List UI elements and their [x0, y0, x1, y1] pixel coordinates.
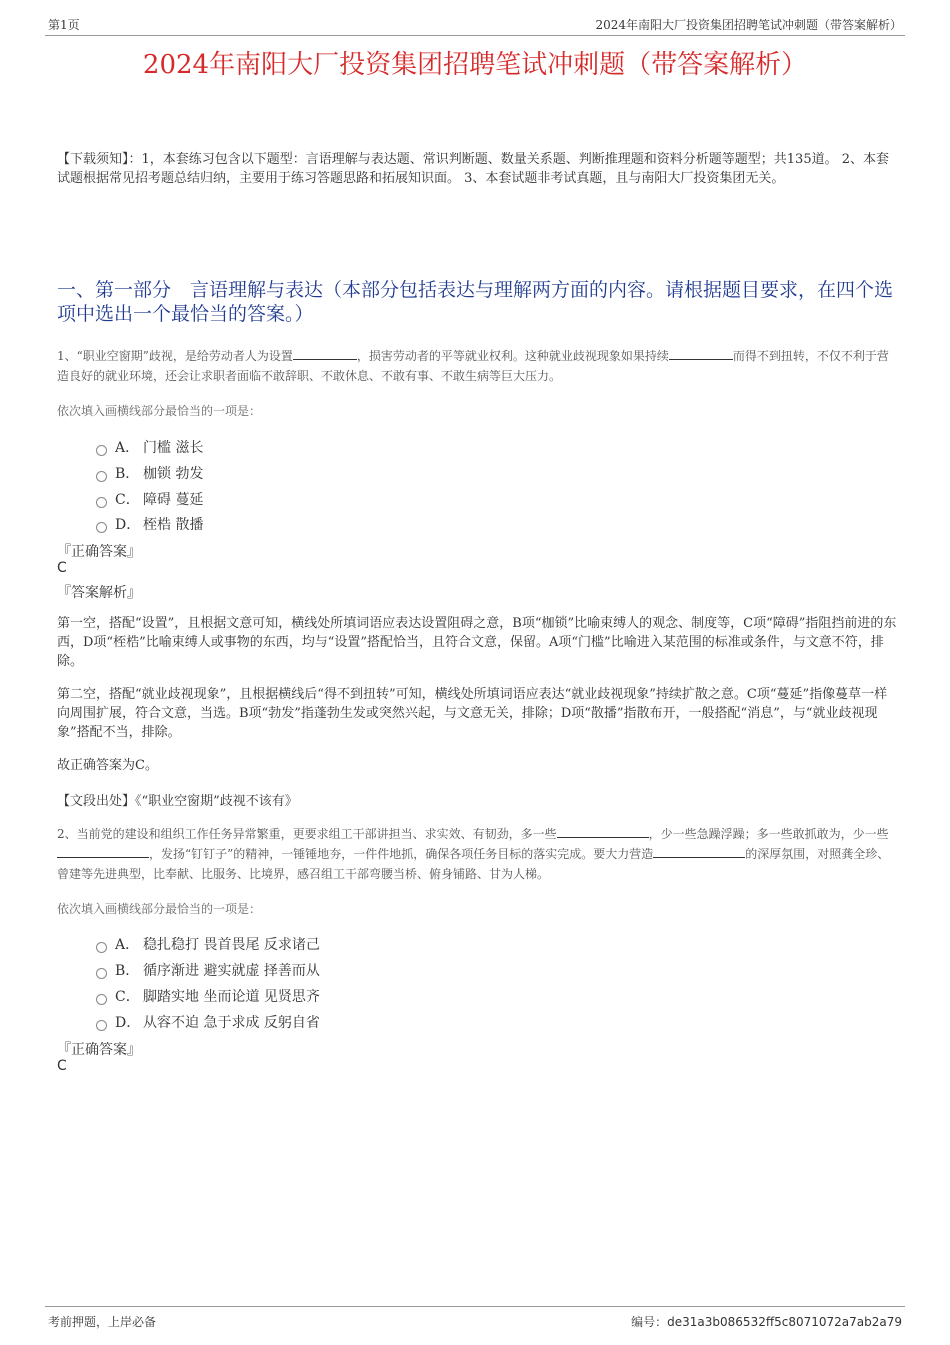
option-letter: A． — [115, 440, 140, 456]
radio-icon[interactable] — [96, 522, 107, 533]
question-2-text-d: 的深厚氛围，对照龚全珍、曾建等先进典型，比奉献、比服务、比境界，感召组工干部弯腰当桥、俯身铺路、甘为人梯。 — [57, 847, 890, 881]
blank-line — [57, 845, 149, 858]
question-1-answer: C — [57, 560, 67, 576]
question-1-answer-label: 『正确答案』 — [57, 544, 141, 560]
option-letter: A． — [115, 937, 140, 953]
option-text: 从容不迫 急于求成 反躬自省 — [143, 1015, 320, 1031]
question-2-option-d[interactable] — [96, 1012, 320, 1032]
question-2-text-c: ，发扬“钉钉子”的精神，一锤锤地夯，一件件地抓，确保各项任务目标的落实完成。要大力营造 — [149, 847, 654, 861]
radio-icon[interactable] — [96, 994, 107, 1005]
question-1-option-a[interactable] — [96, 437, 203, 457]
option-letter: C． — [115, 989, 140, 1005]
page-number: 第1页 — [48, 18, 80, 32]
footer-slogan: 考前押题，上岸必备 — [48, 1315, 157, 1329]
option-text: 门槛 滋长 — [143, 440, 204, 456]
option-text: 枷锁 勃发 — [143, 466, 204, 482]
question-1-text-a: 1、“职业空窗期”歧视，是给劳动者人为设置 — [57, 349, 293, 363]
question-2-prompt: 依次填入画横线部分最恰当的一项是： — [57, 902, 262, 916]
option-text: 脚踏实地 坐而论道 见贤思齐 — [143, 989, 320, 1005]
radio-icon[interactable] — [96, 471, 107, 482]
option-letter: B． — [115, 466, 140, 482]
question-2-answer: C — [57, 1058, 67, 1074]
blank-line — [557, 825, 649, 838]
page-title: 2024年南阳大厂投资集团招聘笔试冲刺题（带答案解析） — [142, 50, 808, 80]
question-2-option-c[interactable] — [96, 986, 320, 1006]
question-1-analysis-1: 第一空，搭配“设置”，且根据文意可知，横线处所填词语应表达设置阻碍之意，B项“枷锁”比喻束缚人的观念、制度等，C项“障碍”指阻挡前进的东西，D项“桎梏”比喻束缚人或事物的东西，均与“设置”搭配恰当，且符合文意，保留。A项“门槛”比喻进入某范围的标准或条件，与文意不符，排除。 — [57, 616, 897, 669]
download-notice: 【下载须知】：1，本套练习包含以下题型：言语理解与表达题、常识判断题、数量关系题、判断推理题和资料分析题等题型；共135道。 2、本套试题根据常见招考题总结归纳，主要用于练习答题思路和拓展知识面。 3、本套试题非考试真题，且与南阳大厂投资集团无关。 — [57, 152, 889, 186]
radio-icon[interactable] — [96, 497, 107, 508]
question-2-stem — [57, 824, 899, 884]
running-title: 2024年南阳大厂投资集团招聘笔试冲刺题（带答案解析） — [595, 18, 902, 32]
option-text: 稳扎稳打 畏首畏尾 反求诸己 — [143, 937, 320, 953]
question-1-source: 【文段出处】《“职业空窗期”歧视不该有》 — [57, 794, 298, 809]
blank-line — [669, 347, 733, 360]
blank-line — [653, 845, 745, 858]
option-text: 循序渐进 避实就虚 择善而从 — [143, 963, 320, 979]
footer-divider — [45, 1306, 905, 1307]
question-1-analysis-2: 第二空，搭配“就业歧视现象”，且根据横线后“得不到扭转”可知，横线处所填词语应表达“就业歧视现象”持续扩散之意。C项“蔓延”指像蔓草一样向周围扩展，符合文意，当选。B项“勃发”指蓬勃生发或突然兴起，与文意无关，排除；D项“散播”指散布开，一般搭配“消息”，与“就业歧视现象”搭配不当，排除。 — [57, 687, 888, 740]
question-2-option-b[interactable] — [96, 960, 320, 980]
question-2-text-b: ，少一些急躁浮躁；多一些敢抓敢为，少一些 — [648, 827, 889, 841]
radio-icon[interactable] — [96, 445, 107, 456]
option-letter: C． — [115, 492, 140, 508]
question-2-text-a: 2、当前党的建设和组织工作任务异常繁重，更要求组工干部讲担当、求实效、有韧劲，多一些 — [57, 827, 557, 841]
question-1-prompt: 依次填入画横线部分最恰当的一项是： — [57, 404, 262, 418]
header-divider — [45, 35, 905, 36]
footer-code-label: 编号： — [631, 1315, 668, 1329]
question-1-text-b: ，损害劳动者的平等就业权利。这种就业歧视现象如果持续 — [356, 349, 669, 363]
option-text: 障碍 蔓延 — [143, 492, 204, 508]
question-1-analysis-3: 故正确答案为C。 — [57, 758, 158, 773]
radio-icon[interactable] — [96, 968, 107, 979]
question-1-text-c: 而得不到扭转，不仅不利于营造良好的就业环境，还会让求职者面临不敢辞职、不敢休息、不敢有事、不敢生病等巨大压力。 — [57, 349, 889, 383]
question-1-option-b[interactable] — [96, 463, 203, 483]
question-1-analysis-label: 『答案解析』 — [57, 585, 141, 601]
radio-icon[interactable] — [96, 1020, 107, 1031]
question-1-stem — [57, 346, 899, 386]
section-heading: 一、第一部分 言语理解与表达（本部分包括表达与理解两方面的内容。请根据题目要求，在四个选项中选出一个最恰当的答案。） — [57, 279, 894, 325]
question-1-option-d[interactable] — [96, 514, 203, 534]
option-letter: D． — [115, 1015, 141, 1031]
blank-line — [293, 347, 357, 360]
footer-code-value: de31a3b086532ff5c8071072a7ab2a79 — [667, 1315, 902, 1329]
option-letter: B． — [115, 963, 140, 979]
question-2-answer-label: 『正确答案』 — [57, 1042, 141, 1058]
question-1-option-c[interactable] — [96, 489, 203, 509]
question-2-option-a[interactable] — [96, 934, 320, 954]
option-text: 桎梏 散播 — [143, 517, 204, 533]
footer-code — [631, 1313, 902, 1330]
option-letter: D． — [115, 517, 141, 533]
radio-icon[interactable] — [96, 942, 107, 953]
